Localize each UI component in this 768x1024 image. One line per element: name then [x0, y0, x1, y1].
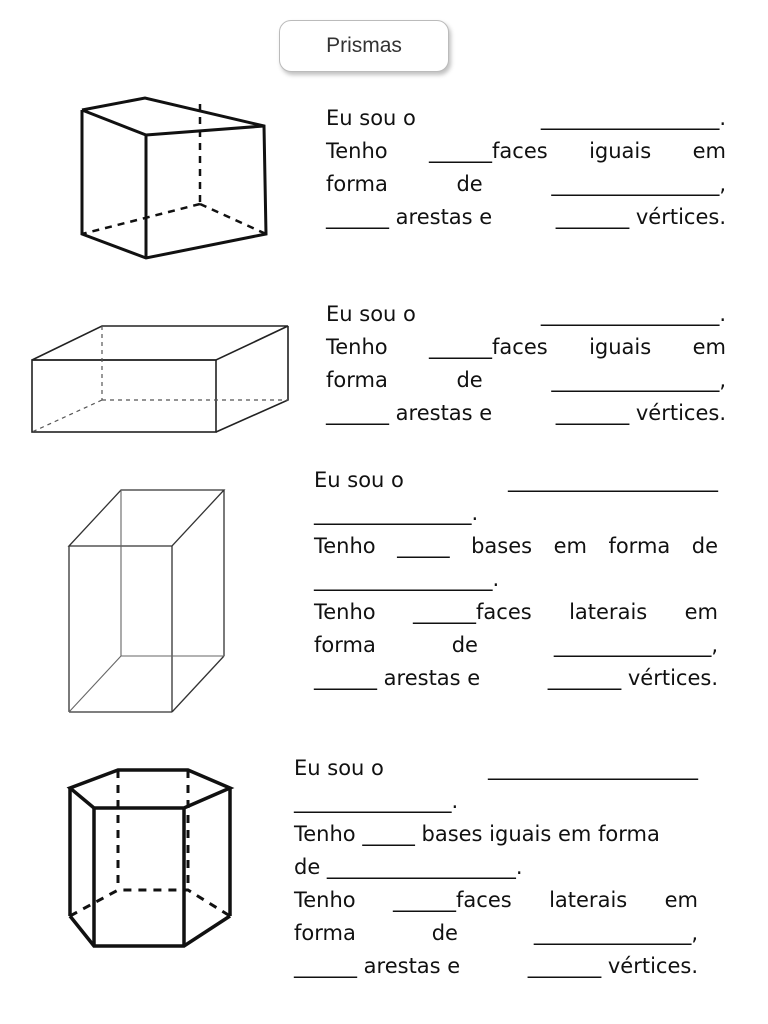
text-word: iguais	[589, 335, 652, 359]
text-word: Tenho	[314, 600, 376, 624]
text-word: em	[553, 534, 587, 558]
text-word: laterais	[549, 888, 628, 912]
text-line	[314, 497, 718, 530]
text-word: de __________________.	[294, 855, 523, 879]
text-line	[294, 752, 698, 785]
text-line	[326, 201, 726, 234]
text-word: ______faces	[393, 888, 512, 912]
text-word: forma	[314, 633, 376, 657]
text-line	[326, 364, 726, 397]
text-word: _______________.	[314, 501, 479, 525]
text-word: _____	[397, 534, 450, 558]
text-word: _______ vértices.	[555, 401, 726, 425]
text-word: em	[692, 335, 726, 359]
text-word: _______________,	[553, 633, 718, 657]
text-word: ________________,	[551, 368, 726, 392]
text-line	[326, 298, 726, 331]
text-line	[294, 785, 698, 818]
text-word: de	[456, 368, 483, 392]
text-word: _______ vértices.	[527, 954, 698, 978]
text-word: _________________.	[314, 567, 500, 591]
tall-prism-figure	[64, 486, 230, 718]
text-word: iguais	[589, 139, 652, 163]
text-word: _________________.	[540, 302, 726, 326]
text-line	[314, 662, 718, 695]
exercise-1-text	[326, 102, 726, 234]
text-line	[326, 135, 726, 168]
text-word: em	[692, 139, 726, 163]
text-line	[294, 884, 698, 917]
text-word: ______ arestas e	[294, 954, 461, 978]
text-line	[314, 530, 718, 563]
text-word: Tenho	[326, 139, 388, 163]
text-word: Tenho _____ bases iguais em forma	[294, 822, 660, 846]
text-word: Eu sou o	[314, 468, 404, 492]
text-word: forma	[326, 368, 388, 392]
text-word: Tenho	[326, 335, 388, 359]
page-title: Prismas	[279, 20, 449, 72]
text-word: ______faces	[429, 139, 548, 163]
text-word: ______ arestas e	[326, 401, 493, 425]
text-word: ________________,	[551, 172, 726, 196]
text-word: de	[456, 172, 483, 196]
exercise-3-text	[314, 464, 718, 695]
text-line	[314, 596, 718, 629]
text-word: _______________.	[294, 789, 459, 813]
text-word: _______ vértices.	[555, 205, 726, 229]
text-word: Eu sou o	[326, 106, 416, 130]
text-word: _________________.	[540, 106, 726, 130]
text-word: Eu sou o	[294, 756, 384, 780]
text-word: ______faces	[429, 335, 548, 359]
text-word: de	[451, 633, 478, 657]
text-word: _______________,	[533, 921, 698, 945]
text-line	[314, 464, 718, 497]
text-word: forma	[608, 534, 671, 558]
text-word: de	[691, 534, 718, 558]
text-word: ______ arestas e	[314, 666, 481, 690]
text-line	[314, 563, 718, 596]
text-line	[294, 917, 698, 950]
text-word: em	[684, 600, 718, 624]
text-word: ____________________	[488, 756, 698, 780]
text-word: laterais	[569, 600, 648, 624]
text-word: ______faces	[413, 600, 532, 624]
text-word: forma	[294, 921, 356, 945]
text-line	[326, 102, 726, 135]
hexagonal-prism-figure	[62, 764, 240, 954]
text-line	[326, 168, 726, 201]
rectangular-prism-figure	[28, 322, 293, 437]
text-word: bases	[471, 534, 533, 558]
exercise-4-text	[294, 752, 698, 983]
text-line	[326, 397, 726, 430]
text-line	[294, 950, 698, 983]
text-word: ______ arestas e	[326, 205, 493, 229]
text-word: Tenho	[294, 888, 356, 912]
text-line	[314, 629, 718, 662]
cube-figure	[70, 92, 280, 267]
text-word: _______ vértices.	[547, 666, 718, 690]
text-word: Tenho	[314, 534, 376, 558]
text-line	[294, 851, 698, 884]
text-word: em	[664, 888, 698, 912]
text-word: forma	[326, 172, 388, 196]
text-word: ____________________	[508, 468, 718, 492]
exercise-2-text	[326, 298, 726, 430]
text-line	[326, 331, 726, 364]
text-word: de	[431, 921, 458, 945]
text-word: Eu sou o	[326, 302, 416, 326]
text-line	[294, 818, 698, 851]
